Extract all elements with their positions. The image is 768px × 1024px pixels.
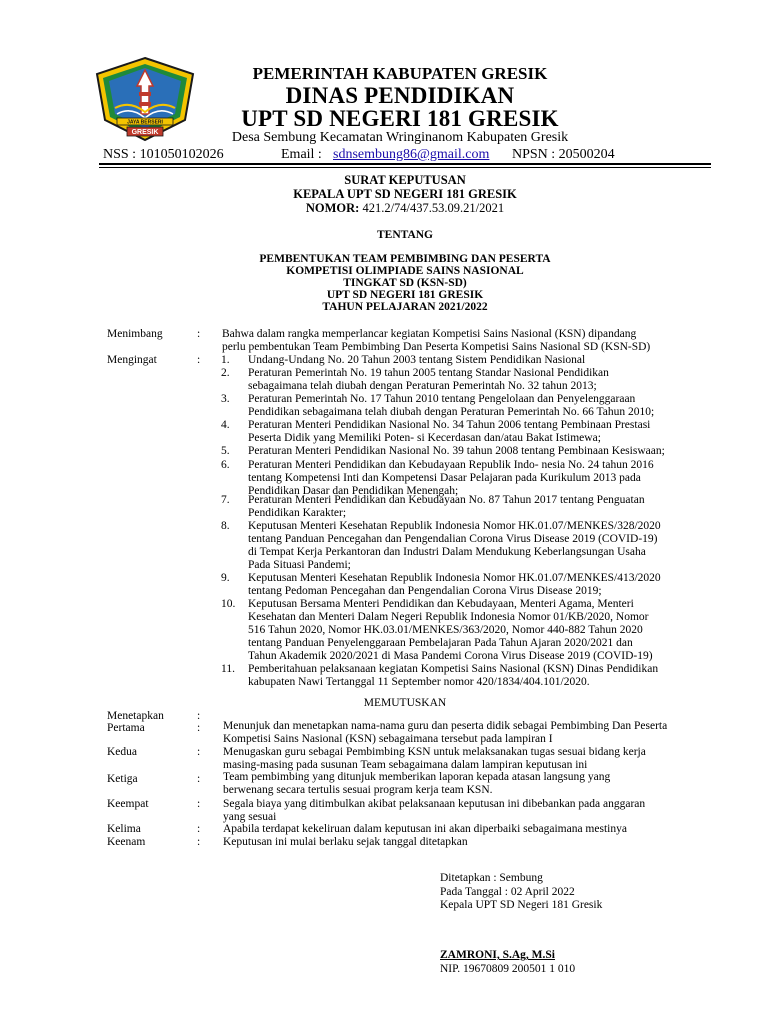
kedua-label: Kedua (107, 746, 138, 758)
mengingat-line: kabupaten Nawi Tertanggal 11 September nomor 420/1834/404.101/2020. (248, 676, 590, 688)
mengingat-num: 4. (221, 419, 230, 431)
kelima-colon: : (197, 823, 201, 835)
pertama-label: Pertama (107, 722, 145, 734)
mengingat-label: Mengingat (107, 354, 157, 366)
letterhead-npsn: NPSN : 20500204 (512, 147, 615, 162)
ketiga-line: Team pembimbing yang ditunjuk memberikan laporan kepada atasan langsung yang (223, 771, 611, 783)
keempat-label: Keempat (107, 798, 149, 810)
mengingat-line: Pendidikan Dasar dan Pendidikan Menengah; (248, 485, 459, 497)
mengingat-line: Undang-Undang No. 20 Tahun 2003 tentang Sistem Pendidikan Nasional (248, 354, 586, 366)
signatory-name: ZAMRONI, S.Ag, M.Si (440, 949, 556, 961)
kedua-line: Menugaskan guru sebagai Pembimbing KSN untuk melaksanakan tugas sesuai bidang kerja (223, 746, 646, 758)
mengingat-num: 8. (221, 520, 230, 532)
subject-line: TINGKAT SD (KSN-SD) (343, 277, 467, 289)
subject-line: TAHUN PELAJARAN 2021/2022 (322, 301, 488, 313)
signatory-nip: NIP. 19670809 200501 1 010 (440, 963, 576, 975)
mengingat-line: Peserta Didik yang Memiliki Poten- si Kecerdasan dan/atau Bakat Istimewa; (248, 432, 601, 444)
emblem-motto: JAYA BERSERI (127, 119, 163, 126)
letterhead-address: Desa Sembung Kecamatan Wringinanom Kabupaten Gresik (231, 130, 569, 145)
mengingat-line: Peraturan Pemerintah No. 19 tahun 2005 tentang Standar Nasional Pendidikan (248, 367, 609, 379)
keempat-line: Segala biaya yang ditimbulkan akibat pelaksanaan keputusan ini dibebankan pada anggaran (223, 798, 646, 810)
mengingat-num: 6. (221, 459, 230, 471)
mengingat-line: tentang Panduan Pencegahan dan Pengendalian Corona Virus Disease 2019 (COVID-19) (248, 533, 658, 545)
keenam-line: Keputusan ini mulai berlaku sejak tanggal ditetapkan (223, 836, 468, 848)
signature-position: Kepala UPT SD Negeri 181 Gresik (440, 899, 603, 911)
letterhead-divider-thin (99, 167, 711, 168)
signature-date: Pada Tanggal : 02 April 2022 (440, 886, 575, 898)
kelima-label: Kelima (107, 823, 141, 835)
letterhead-nss: NSS : 101050102026 (103, 147, 224, 162)
mengingat-line: Tahun Akademik 2020/2021 di Masa Pandemi Corona Virus Disease 2019 (COVID-19) (248, 650, 653, 662)
mengingat-line: tentang Kompetensi Inti dan Kompetensi Dasar Pelajaran pada Kurikulum 2013 pada (248, 472, 641, 484)
letterhead-email-link[interactable]: sdnsembung86@gmail.com (333, 147, 490, 162)
letterhead-government: PEMERINTAH KABUPATEN GRESIK (252, 64, 548, 83)
menimbang-colon: : (197, 328, 201, 340)
menimbang-label: Menimbang (107, 328, 163, 340)
mengingat-line: Peraturan Menteri Pendidikan dan Kebudayaan No. 87 Tahun 2017 tentang Penguatan (248, 494, 645, 506)
subject-line: PEMBENTUKAN TEAM PEMBIMBING DAN PESERTA (259, 253, 551, 265)
kedua-colon: : (197, 746, 201, 758)
mengingat-line: Kesehatan dan Menteri Dalam Negeri Republik Indonesia Nomor 01/KB/2020, Nomor (248, 611, 649, 623)
mengingat-line: tentang Pedoman Pencegahan dan Pengendalian Corona Virus Disease 2019; (248, 585, 602, 597)
pertama-line: Kompetisi Sains Nasional (KSN) sebagaimana tersebut pada lampiran I (223, 733, 553, 745)
menimbang-line: perlu pembentukan Team Pembimbing Dan Peserta Kompetisi Sains Nasional SD (KSN-SD) (222, 341, 651, 353)
pertama-colon: : (197, 722, 201, 734)
mengingat-line: Keputusan Bersama Menteri Pendidikan dan Kebudayaan, Menteri Agama, Menteri (248, 598, 634, 610)
ketiga-colon: : (197, 773, 201, 785)
letterhead-divider (99, 163, 711, 165)
keenam-label: Keenam (107, 836, 146, 848)
menetapkan-label: Menetapkan (107, 710, 164, 722)
letterhead-agency: DINAS PENDIDIKAN (285, 83, 515, 108)
mengingat-line: Keputusan Menteri Kesehatan Republik Indonesia Nomor HK.01.07/MENKES/413/2020 (248, 572, 661, 584)
gresik-regency-emblem (93, 56, 197, 142)
mengingat-line: Peraturan Pemerintah No. 17 Tahun 2010 tentang Pengelolaan dan Penyelenggaraan (248, 393, 636, 405)
mengingat-num: 5. (221, 445, 230, 457)
mengingat-line: 516 Tahun 2020, Nomor HK.03.01/MENKES/363/2020, Nomor 440-882 Tahun 2020 (248, 624, 643, 636)
mengingat-line: Pada Situasi Pandemi; (248, 559, 351, 571)
subject-line: KOMPETISI OLIMPIADE SAINS NASIONAL (286, 265, 524, 277)
doc-number-label: NOMOR: (305, 201, 360, 215)
mengingat-line: tentang Panduan Penyelenggaraan Pembelajaran Pada Tahun Ajaran 2020/2021 dan (248, 637, 633, 649)
mengingat-line: Peraturan Menteri Pendidikan dan Kebudayaan Republik Indo- nesia No. 24 tahun 2016 (248, 459, 654, 471)
keenam-colon: : (197, 836, 201, 848)
kelima-line: Apabila terdapat kekeliruan dalam keputusan ini akan diperbaiki sebagaimana mestinya (223, 823, 627, 835)
menetapkan-colon: : (197, 710, 201, 722)
keempat-line: yang sesuai (223, 811, 277, 823)
subject-line: UPT SD NEGERI 181 GRESIK (326, 289, 484, 301)
ketiga-label: Ketiga (107, 773, 138, 785)
mengingat-num: 1. (221, 354, 230, 366)
memutuskan-heading: MEMUTUSKAN (363, 697, 447, 709)
doc-number (100, 201, 710, 216)
mengingat-line: Keputusan Menteri Kesehatan Republik Indonesia Nomor HK.01.07/MENKES/328/2020 (248, 520, 661, 532)
mengingat-line: sebagaimana telah diubah dengan Peraturan Pemerintah No. 32 tahun 2013; (248, 380, 597, 392)
doc-issuer: KEPALA UPT SD NEGERI 181 GRESIK (293, 187, 517, 201)
pertama-line: Menunjuk dan menetapkan nama-nama guru dan peserta didik sebagai Pembimbing Dan Peserta (223, 720, 668, 732)
mengingat-num: 11. (221, 663, 235, 675)
mengingat-num: 3. (221, 393, 230, 405)
doc-number-value: 421.2/74/437.53.09.21/2021 (359, 201, 505, 215)
mengingat-colon: : (197, 354, 201, 366)
mengingat-line: Pendidikan sebagaimana telah diubah dengan Peraturan Pemerintah No. 66 Tahun 2010; (248, 406, 655, 418)
mengingat-num: 7. (221, 494, 230, 506)
mengingat-num: 9. (221, 572, 230, 584)
mengingat-line: Peraturan Menteri Pendidikan Nasional No. 39 tahun 2008 tentang Pembinaan Kesiswaan; (248, 445, 665, 457)
keempat-colon: : (197, 798, 201, 810)
menimbang-line: Bahwa dalam rangka memperlancar kegiatan Kompetisi Sains Nasional (KSN) dipandang (222, 328, 637, 340)
emblem-text: GRESIK (131, 129, 159, 137)
doc-tentang: TENTANG (376, 229, 434, 241)
doc-subject (100, 253, 710, 313)
mengingat-num: 10. (221, 598, 236, 610)
mengingat-num: 2. (221, 367, 230, 379)
kedua-line: masing-masing pada susunan Team sebagaimana dalam lampiran keputusan ini (223, 759, 588, 771)
letterhead-school: UPT SD NEGERI 181 GRESIK (241, 106, 559, 131)
mengingat-line: Pendidikan Karakter; (248, 507, 347, 519)
signature-place: Ditetapkan : Sembung (440, 872, 543, 884)
mengingat-line: Peraturan Menteri Pendidikan Nasional No. 34 Tahun 2006 tentang Pembinaan Prestasi (248, 419, 651, 431)
letterhead-email-label: Email : (281, 147, 322, 162)
doc-title: SURAT KEPUTUSAN (344, 173, 466, 187)
ketiga-line: berwenang secara tertulis sesuai program kerja team KSN. (223, 784, 493, 796)
mengingat-line: di Tempat Kerja Perkantoran dan Industri Dalam Mendukung Keberlangsungan Usaha (248, 546, 646, 558)
mengingat-line: Pemberitahuan pelaksanaan kegiatan Kompetisi Sains Nasional (KSN) Dinas Pendidikan (248, 663, 659, 675)
